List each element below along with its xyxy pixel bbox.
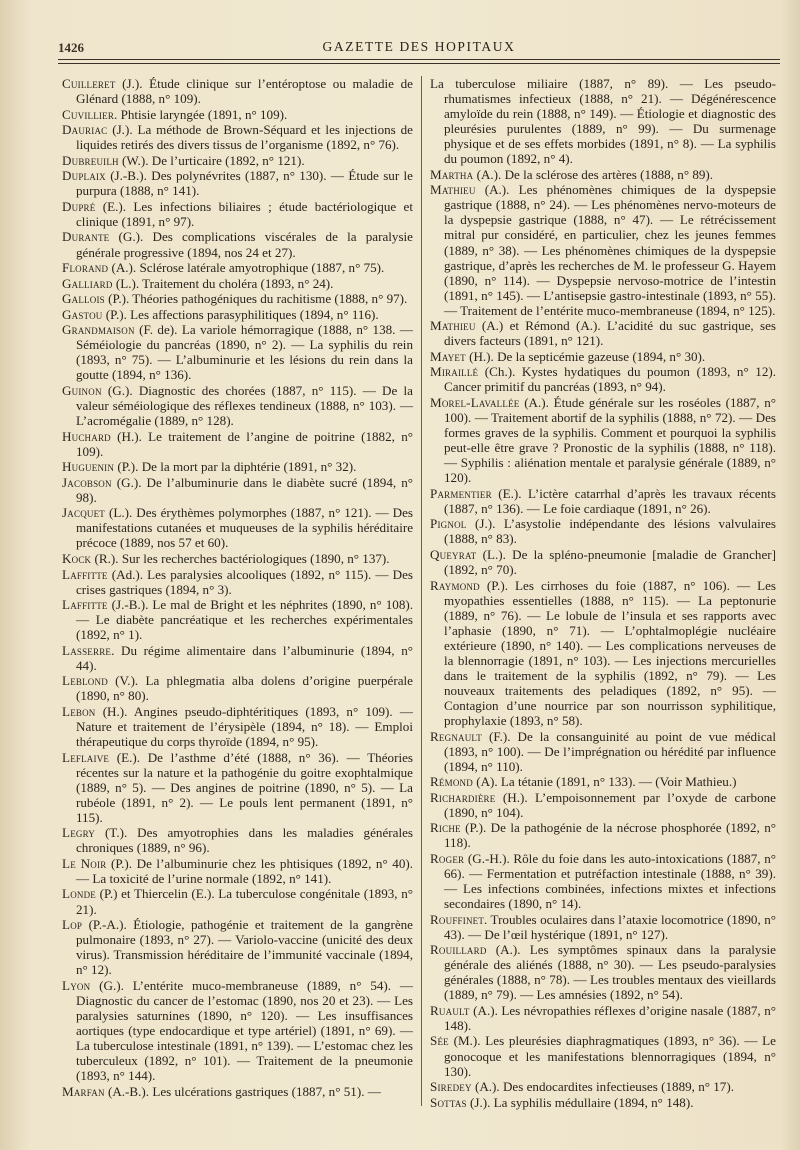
bibliography-entry [62,322,413,382]
author-name: Siredey [430,1079,472,1095]
entry-text: (J.). La syphilis médullaire (1894, n° 148). [466,1094,694,1110]
entry-text: (P.). De la mort par la diphtérie (1891, n° 32). [114,459,357,475]
entry-text: (P.). De la pathogénie de la nécrose phosphorée (1892, n° 118). [444,820,776,851]
entry-text: (Ad.). Les paralysies alcooliques (1892, n° 115). — Des crises gastriques (1894, n° 3). [76,566,413,597]
bibliography-entry [62,153,413,168]
author-name: Grandmaison [62,322,135,338]
bibliography-entry [430,1095,776,1110]
entry-text: (A.). De la sclérose des artères (1888, n° 89). [473,166,714,182]
entry-text: (A). La tétanie (1891, n° 133). — (Voir Mathieu.) [472,774,737,790]
bibliography-entry [430,486,776,516]
entry-text: (G.). Diagnostic des chorées (1887, n° 115). — De la valeur séméiologique des réflexes tendineux (1888, n° 103). — L’acromégalie (1889, n° 128). [76,382,413,429]
bibliography-entry [430,395,776,485]
entry-text: . Du régime alimentaire dans l’albuminurie (1894, n° 44). [76,642,413,673]
bibliography-entry [430,76,776,166]
bibliography-entry [430,1033,776,1078]
bibliography-entry [430,729,776,774]
author-name: Sottas [430,1094,467,1110]
bibliography-entry [62,551,413,566]
author-name: Mathieu [430,318,476,334]
author-name: Leflaive [62,749,110,765]
entry-text: (E.). L’ictère catarrhal d’après les travaux récents (1887, n° 136). — Le foie cardiaque (1891, n° 26). [444,485,776,516]
bibliography-entry [430,790,776,820]
author-name: Marfan [62,1083,105,1099]
bibliography-entry [62,978,413,1083]
author-name: Pignol [430,516,467,532]
bibliography-entry [430,1079,776,1094]
author-name: Martha [430,166,474,182]
entry-text: (P.). Les cirrhoses du foie (1887, n° 106). — Les myopathies essentielles (1888, n° 115). — La peptonurie (1889, n° 76). — Le lobule de l’insula et ses rapports avec l’aphasie (1890, n° 71). — L’ophtalmoplégie nucléaire extérieure (1890, n° 140). — Les complications nerveuses de la blennorragie (1891, n° 103). — Les injections mercurielles dans le traitement de la syphilis (1892, n° 79). — Les nouveaux traitements des peladiques (1892, n° 95). — Contagion d’une nourrice par son nourrisson syphilitique, prophylaxie (1893, n° 58). [444,577,776,728]
author-name: Florand [62,260,109,276]
page-header [58,36,780,60]
bibliography-entry [62,260,413,275]
header-rule-thick [58,59,780,60]
bibliography-entry [62,122,413,152]
author-name: Huguenin [62,459,115,475]
bibliography-entry [62,76,413,106]
author-name: Rouffinet [430,911,485,927]
entry-text: (A.-B.). Les ulcérations gastriques (1887, n° 51). — [104,1083,381,1099]
entry-text: (R.). Sur les recherches bactériologiques (1890, n° 137). [91,550,390,566]
bibliography-entry [62,459,413,474]
author-name: Jacquet [62,505,105,521]
bibliography-entry [62,704,413,749]
bibliography-entry [62,505,413,550]
entry-text: (Ch.). Kystes hydatiques du poumon (1893, n° 12). Cancer primitif du pancréas (1893, n° 94). [444,364,776,395]
author-name: Lasserre [62,642,112,658]
entry-text: (W.). De l’urticaire (1892, n° 121). [118,152,305,168]
entry-text: (P.). De l’albuminurie chez les phtisiques (1892, n° 40). — La toxicité de l’urine normale (1892, n° 141). [76,855,413,886]
entry-text: (J.-B.). Des polynévrites (1887, n° 130). — Étude sur le purpura (1888, n° 141). [76,168,413,199]
entry-text: (P.). Les affections parasyphilitiques (1894, n° 116). [102,306,379,322]
page-number: 1426 [58,40,84,55]
entry-text: (P.) et Thiercelin (E.). La tuberculose congénitale (1893, n° 21). [76,886,413,917]
entry-text: (J.). La méthode de Brown-Séquard et les injections de liquides retirés des divers tissus de l’organisme (1892, n° 76). [76,122,413,153]
entry-text: (A.). Les phénomènes chimiques de la dyspepsie gastrique (1888, n° 24). — Les phénomènes nervo-moteurs de la dyspepsie gastrique (1888, n° 47). — Le rétrécissement mitral pur considéré, en particulier, chez les jeunes femmes (1889, n° 38). — Les phénomènes chimiques de la dyspepsie gastrique, d’après les recherches de M. le professeur G. Hayem (1890, n° 114). — Dyspepsie nervoso-motrice de l’intestin (1891, n° 145). — L’antisepsie gastro-intestinale (1893, n° 55). — Traitement de l’entérite muco-membraneuse (1894, n° 125). [444,182,776,318]
left-column [62,76,413,1099]
bibliography-entry [62,597,413,642]
bibliography-entry [430,349,776,364]
entry-text: . Troubles oculaires dans l’ataxie locomotrice (1890, n° 43). — De l’œil hystérique (1891, n° 127). [444,911,776,942]
author-name: Kock [62,550,92,566]
author-name: Roger [430,850,465,866]
entry-text: . Phtisie laryngée (1891, n° 109). [114,106,288,122]
bibliography-entry [430,364,776,394]
author-name: Rouillard [430,942,487,958]
bibliography-entry [62,917,413,977]
bibliography-entry [430,516,776,546]
bibliography-entry [430,851,776,911]
author-name: Huchard [62,428,111,444]
bibliography-entry [62,643,413,673]
bibliography-entry [430,578,776,728]
right-column [430,76,776,1110]
bibliography-entry [430,547,776,577]
bibliography-entry [62,307,413,322]
author-name: Mayet [430,348,466,364]
author-name: Morel-Lavallée [430,394,520,410]
bibliography-entry [62,276,413,291]
entry-text: (P.-A.). Étiologie, pathogénie et traitement de la gangrène pulmonaire (1893, n° 27). — Variolo-vaccine (unicité des deux virus). Transmission héréditaire de l’immunité vaccinale (1894, n° 12). [76,917,413,978]
entry-text: (E.). De l’asthme d’été (1888, n° 36). — Théories récentes sur la nature et la pathogénie du goitre exophtalmique (1889, n° 5). — Des angines de poitrine (1890, n° 5). — La rubéole (1891, n° 2). — Le pouls lent permanent (1891, n° 115). [76,749,413,825]
column-divider [421,76,422,1106]
author-name: Queyrat [430,546,477,562]
entry-text: (G.). L’entérite muco-membraneuse (1889, n° 54). — Diagnostic du cancer de l’estomac (1890, nos 20 et 23). — Les paralysies saturnines (1890, n° 120). — Les insuffisances aortiques (type endocardique et type artériel) (1891, n° 69). — La tuberculose intestinale (1891, n° 139). — L’estomac chez les tuberculeux (1892, n° 101). — Traitement de la pneumonie (1893, n° 144). [76,977,413,1084]
author-name: Sée [430,1033,449,1049]
entry-text: (H.). Angines pseudo-diphtéritiques (1893, n° 109). — Nature et traitement de l’érysipèle (1894, n° 18). — Emploi thérapeutique du corps thyroïde (1894, n° 95). [76,703,413,750]
author-name: Duplaix [62,168,106,184]
entry-text: (G.). Des complications viscérales de la paralysie générale progressive (1894, nos 24 et 27). [76,229,413,260]
entry-text: (P.). Théories pathogéniques du rachitisme (1888, n° 97). [104,291,408,307]
bibliography-entry [430,820,776,850]
author-name: Raymond [430,577,480,593]
bibliography-entry [62,856,413,886]
author-name: Durante [62,229,110,245]
entry-text: (A.) et Rémond (A.). L’acidité du suc gastrique, ses divers facteurs (1891, n° 121). [444,318,776,349]
author-name: Mathieu [430,182,476,198]
author-name: Regnault [430,728,482,744]
entry-text: (L.). Traitement du choléra (1893, n° 24). [112,275,334,291]
author-name: Laffitte [62,597,108,613]
bibliography-entry [430,942,776,1002]
author-name: Rémond [430,774,473,790]
bibliography-entry [62,475,413,505]
bibliography-entry [62,229,413,259]
bibliography-entry [430,1003,776,1033]
author-name: Lop [62,917,83,933]
author-name: Jacobson [62,474,112,490]
bibliography-entry [62,825,413,855]
entry-text: La tuberculose miliaire (1887, n° 89). — Les pseudo-rhumatismes infectieux (1888, n° 21). — Dégénérescence amyloïde du rein (1888, n° 149). — Étiologie et diagnostic des pleurésies purulentes (1889, n° 99). — Du surmenage physique et de ses effets morbides (1891, n° 8). — La syphilis du poumon (1892, n° 4). [430,76,776,167]
bibliography-entry [62,291,413,306]
entry-text: (G.). De l’albuminurie dans le diabète sucré (1894, n° 98). [76,474,413,505]
entry-text: (M.). Les pleurésies diaphragmatiques (1893, n° 36). — Le gonocoque et les manifestations blennorragiques (1894, n° 130). [444,1033,776,1079]
author-name: Cuvillier [62,106,115,122]
entry-text: (A.). Les névropathies réflexes d’origine nasale (1887, n° 148). [444,1002,776,1033]
author-name: Dauriac [62,122,108,138]
author-name: Dubreuilh [62,152,119,168]
bibliography-entry [62,199,413,229]
author-name: Guinon [62,382,102,398]
entry-text: (V.). La phlegmatia alba dolens d’origine puerpérale (1890, n° 80). [76,673,413,704]
bibliography-entry [62,886,413,916]
author-name: Londe [62,886,96,902]
running-title: GAZETTE DES HOPITAUX [322,39,516,54]
entry-text: (A.). Étude générale sur les roséoles (1887, n° 100). — Traitement abortif de la syphilis (1888, n° 72). — Des formes graves de la syphilis. Comment et pourquoi la syphilis peut-elle être grave ? Pronostic de la syphilis (1888, n° 118). — Syphilis : aliénation mentale et paralysie générale (1889, n° 120). [444,394,776,486]
entry-text: (L.). Des érythèmes polymorphes (1887, n° 121). — Des manifestations cutanées et muqueuses de la syphilis héréditaire précoce (1889, nos 57 et 60). [76,505,413,551]
author-name: Riche [430,820,461,836]
bibliography-entry [62,567,413,597]
author-name: Dupré [62,198,96,214]
bibliography-entry [430,318,776,348]
author-name: Laffitte [62,566,108,582]
entry-text: (H.). Le traitement de l’angine de poitrine (1882, n° 109). [76,428,413,459]
entry-text: (L.). De la spléno-pneumonie [maladie de Grancher] (1892, n° 70). [444,546,776,577]
bibliography-entry [62,107,413,122]
author-name: Cuilleret [62,76,116,91]
bibliography-entry [62,673,413,703]
entry-text: (J.). Étude clinique sur l’entéroptose ou maladie de Glénard (1888, n° 109). [76,76,413,107]
bibliography-entry [430,167,776,182]
author-name: Lebon [62,703,96,719]
bibliography-entry [430,912,776,942]
author-name: Miraillé [430,364,479,380]
header-rule-thin [58,63,780,64]
author-name: Legry [62,825,96,841]
entry-text: (J.-B.). Le mal de Bright et les néphrites (1890, n° 108). — Le diabète pancréatique et les recherches expérimentales (1892, n° 1). [76,597,413,643]
author-name: Ruault [430,1002,470,1018]
entry-text: (H.). De la septicémie gazeuse (1894, n° 30). [465,348,706,364]
entry-text: (T.). Des amyotrophies dans les maladies générales chroniques (1889, n° 96). [76,825,413,856]
entry-text: (G.-H.). Rôle du foie dans les auto-intoxications (1887, n° 66). — Fermentation et putréfaction intestinale (1888, n° 39). — Les infections combinées, infections mixtes et infections secondaires (1890, n° 14). [444,850,776,912]
bibliography-entry [62,383,413,428]
bibliography-entry [62,168,413,198]
author-name: Le Noir [62,855,107,871]
bibliography-entry [62,1084,413,1099]
bibliography-entry [62,429,413,459]
bibliography-entry [430,182,776,317]
author-name: Parmentier [430,485,492,501]
author-name: Lyon [62,977,91,993]
entry-text: (A.). Des endocardites infectieuses (1889, n° 17). [471,1079,734,1095]
author-name: Gastou [62,306,103,322]
entry-text: (F.). De la consanguinité au point de vue médical (1893, n° 100). — De l’imprégnation ou hérédité par influence (1894, n° 110). [444,728,776,774]
entry-text: (A.). Les symptômes spinaux dans la paralysie générale des aliénés (1888, n° 30). — Les pseudo-paralysies générales (1888, n° 78). — Les troubles mentaux des vieillards (1889, n° 79). — Les amnésies (1892, n° 54). [444,942,776,1003]
bibliography-entry [430,774,776,789]
entry-text: (J.). L’asystolie indépendante des lésions valvulaires (1888, n° 83). [444,516,776,547]
bibliography-entry [62,750,413,825]
author-name: Leblond [62,673,108,689]
entry-text: (F. de). La variole hémorragique (1888, n° 138. — Séméiologie du pancréas (1890, n° 2). — La syphilis du rein (1893, n° 75). — L’albuminurie et les lésions du rein dans la goutte (1894, n° 136). [76,322,413,383]
author-name: Galliard [62,275,113,291]
entry-text: (A.). Sclérose latérale amyotrophique (1887, n° 75). [108,260,385,276]
entry-text: (E.). Les infections biliaires ; étude bactériologique et clinique (1891, n° 97). [76,198,413,229]
entry-text: (H.). L’empoisonnement par l’oxyde de carbone (1890, n° 104). [444,789,776,820]
author-name: Gallois [62,291,105,307]
author-name: Richardière [430,789,496,805]
